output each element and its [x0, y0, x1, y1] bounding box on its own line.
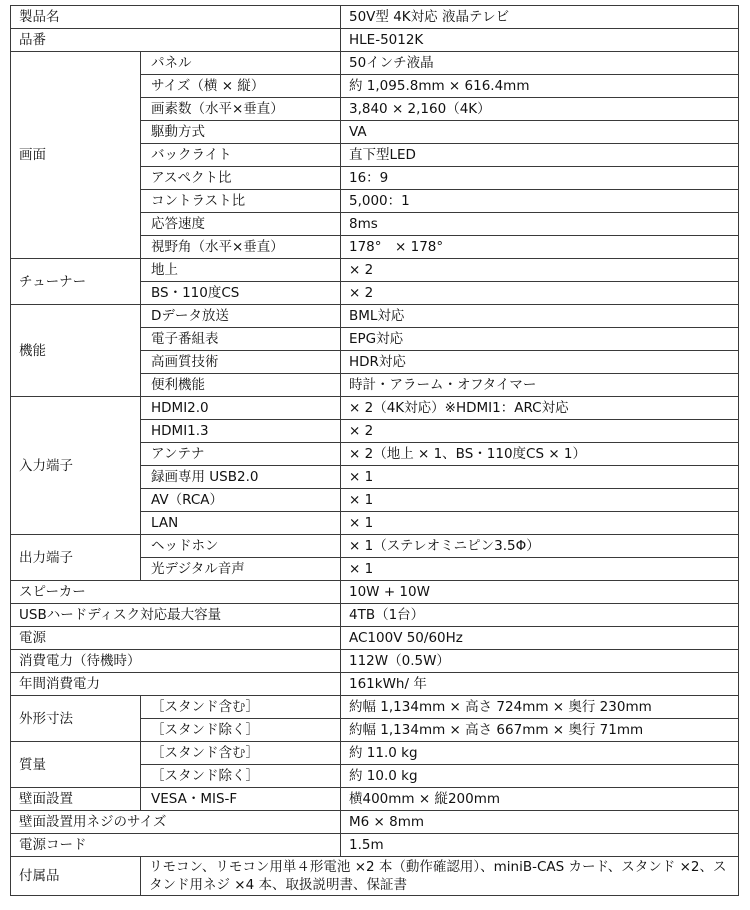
spec-value: 10W + 10W: [341, 581, 739, 604]
spec-value: 8ms: [341, 213, 739, 236]
spec-sub-label: アンテナ: [141, 443, 341, 466]
spec-row: [11, 742, 739, 765]
spec-value: 横400mm × 縦200mm: [341, 788, 739, 811]
spec-sub-label: 地上: [141, 259, 341, 282]
spec-row: [11, 29, 739, 52]
group-label: 外形寸法: [11, 696, 141, 742]
group-label: 機能: [11, 305, 141, 397]
spec-value: 16：9: [341, 167, 739, 190]
group-label: 壁面設置: [11, 788, 141, 811]
spec-value: 約幅 1,134mm × 高さ 667mm × 奥行 71mm: [341, 719, 739, 742]
group-label: 画面: [11, 52, 141, 259]
spec-label: 品番: [11, 29, 341, 52]
spec-value: HDR対応: [341, 351, 739, 374]
spec-row: [11, 834, 739, 857]
group-label: チューナー: [11, 259, 141, 305]
spec-sub-label: BS・110度CS: [141, 282, 341, 305]
spec-value: 約 1,095.8mm × 616.4mm: [341, 75, 739, 98]
spec-row: [11, 604, 739, 627]
spec-row: [11, 535, 739, 558]
spec-sub-label: バックライト: [141, 144, 341, 167]
spec-value: リモコン、リモコン用単４形電池 ×2 本（動作確認用）、miniB-CAS カード、スタンド ×2、スタンド用ネジ ×4 本、取扱説明書、保証書: [141, 857, 739, 896]
spec-sub-label: 応答速度: [141, 213, 341, 236]
spec-sub-label: ［スタンド除く］: [141, 719, 341, 742]
spec-label: 壁面設置用ネジのサイズ: [11, 811, 341, 834]
spec-sub-label: 駆動方式: [141, 121, 341, 144]
spec-value: 時計・アラーム・オフタイマー: [341, 374, 739, 397]
spec-label: 年間消費電力: [11, 673, 341, 696]
spec-sub-label: コントラスト比: [141, 190, 341, 213]
spec-sub-label: HDMI1.3: [141, 420, 341, 443]
spec-row: [11, 397, 739, 420]
spec-value: 50V型 4K対応 液晶テレビ: [341, 6, 739, 29]
spec-value: × 2: [341, 420, 739, 443]
spec-value: × 2（4K対応）※HDMI1：ARC対応: [341, 397, 739, 420]
spec-value: × 1: [341, 489, 739, 512]
spec-value: AC100V 50/60Hz: [341, 627, 739, 650]
spec-sub-label: サイズ（横 × 縦）: [141, 75, 341, 98]
spec-value: 約幅 1,134mm × 高さ 724mm × 奥行 230mm: [341, 696, 739, 719]
spec-value: × 1: [341, 512, 739, 535]
spec-value: × 1: [341, 558, 739, 581]
spec-label: 電源コード: [11, 834, 341, 857]
spec-sub-label: ［スタンド除く］: [141, 765, 341, 788]
spec-value: 約 11.0 kg: [341, 742, 739, 765]
spec-row: [11, 696, 739, 719]
spec-value: EPG対応: [341, 328, 739, 351]
spec-label: 電源: [11, 627, 341, 650]
spec-row: [11, 673, 739, 696]
group-label: 入力端子: [11, 397, 141, 535]
spec-value: 112W（0.5W）: [341, 650, 739, 673]
spec-table: [10, 5, 739, 896]
spec-label: 付属品: [11, 857, 141, 896]
spec-sub-label: LAN: [141, 512, 341, 535]
spec-value: 5,000：1: [341, 190, 739, 213]
spec-sub-label: 便利機能: [141, 374, 341, 397]
spec-sub-label: ヘッドホン: [141, 535, 341, 558]
spec-value: 4TB（1台）: [341, 604, 739, 627]
spec-value: HLE-5012K: [341, 29, 739, 52]
spec-value: 178° × 178°: [341, 236, 739, 259]
spec-sub-label: 光デジタル音声: [141, 558, 341, 581]
spec-value: 直下型LED: [341, 144, 739, 167]
spec-value: × 1: [341, 466, 739, 489]
group-label: 出力端子: [11, 535, 141, 581]
spec-label: USBハードディスク対応最大容量: [11, 604, 341, 627]
spec-sub-label: VESA・MIS-F: [141, 788, 341, 811]
spec-sub-label: ［スタンド含む］: [141, 696, 341, 719]
spec-sub-label: 高画質技術: [141, 351, 341, 374]
spec-label: 製品名: [11, 6, 341, 29]
spec-sub-label: 電子番組表: [141, 328, 341, 351]
spec-sub-label: 録画専用 USB2.0: [141, 466, 341, 489]
spec-value: 3,840 × 2,160（4K）: [341, 98, 739, 121]
spec-row: [11, 650, 739, 673]
spec-sub-label: アスペクト比: [141, 167, 341, 190]
spec-row: [11, 627, 739, 650]
spec-label: 消費電力（待機時）: [11, 650, 341, 673]
spec-value: 約 10.0 kg: [341, 765, 739, 788]
spec-value: VA: [341, 121, 739, 144]
spec-value: M6 × 8mm: [341, 811, 739, 834]
spec-value: × 2: [341, 282, 739, 305]
spec-sub-label: 画素数（水平×垂直）: [141, 98, 341, 121]
spec-value: × 1（ステレオミニピン3.5Φ）: [341, 535, 739, 558]
spec-value: × 2（地上 × 1、BS・110度CS × 1）: [341, 443, 739, 466]
spec-sub-label: ［スタンド含む］: [141, 742, 341, 765]
spec-row: [11, 6, 739, 29]
spec-row: [11, 259, 739, 282]
spec-row: [11, 581, 739, 604]
spec-sub-label: 視野角（水平×垂直）: [141, 236, 341, 259]
spec-sub-label: パネル: [141, 52, 341, 75]
spec-row: [11, 788, 739, 811]
group-label: 質量: [11, 742, 141, 788]
spec-sub-label: Dデータ放送: [141, 305, 341, 328]
spec-row: [11, 811, 739, 834]
spec-value: × 2: [341, 259, 739, 282]
spec-value: 1.5m: [341, 834, 739, 857]
spec-label: スピーカー: [11, 581, 341, 604]
spec-value: 50インチ液晶: [341, 52, 739, 75]
spec-row: [11, 305, 739, 328]
spec-table-body: [11, 6, 739, 896]
spec-row: [11, 52, 739, 75]
spec-sub-label: HDMI2.0: [141, 397, 341, 420]
spec-sub-label: AV（RCA）: [141, 489, 341, 512]
spec-value: BML対応: [341, 305, 739, 328]
spec-value: 161kWh/ 年: [341, 673, 739, 696]
spec-row: [11, 857, 739, 896]
